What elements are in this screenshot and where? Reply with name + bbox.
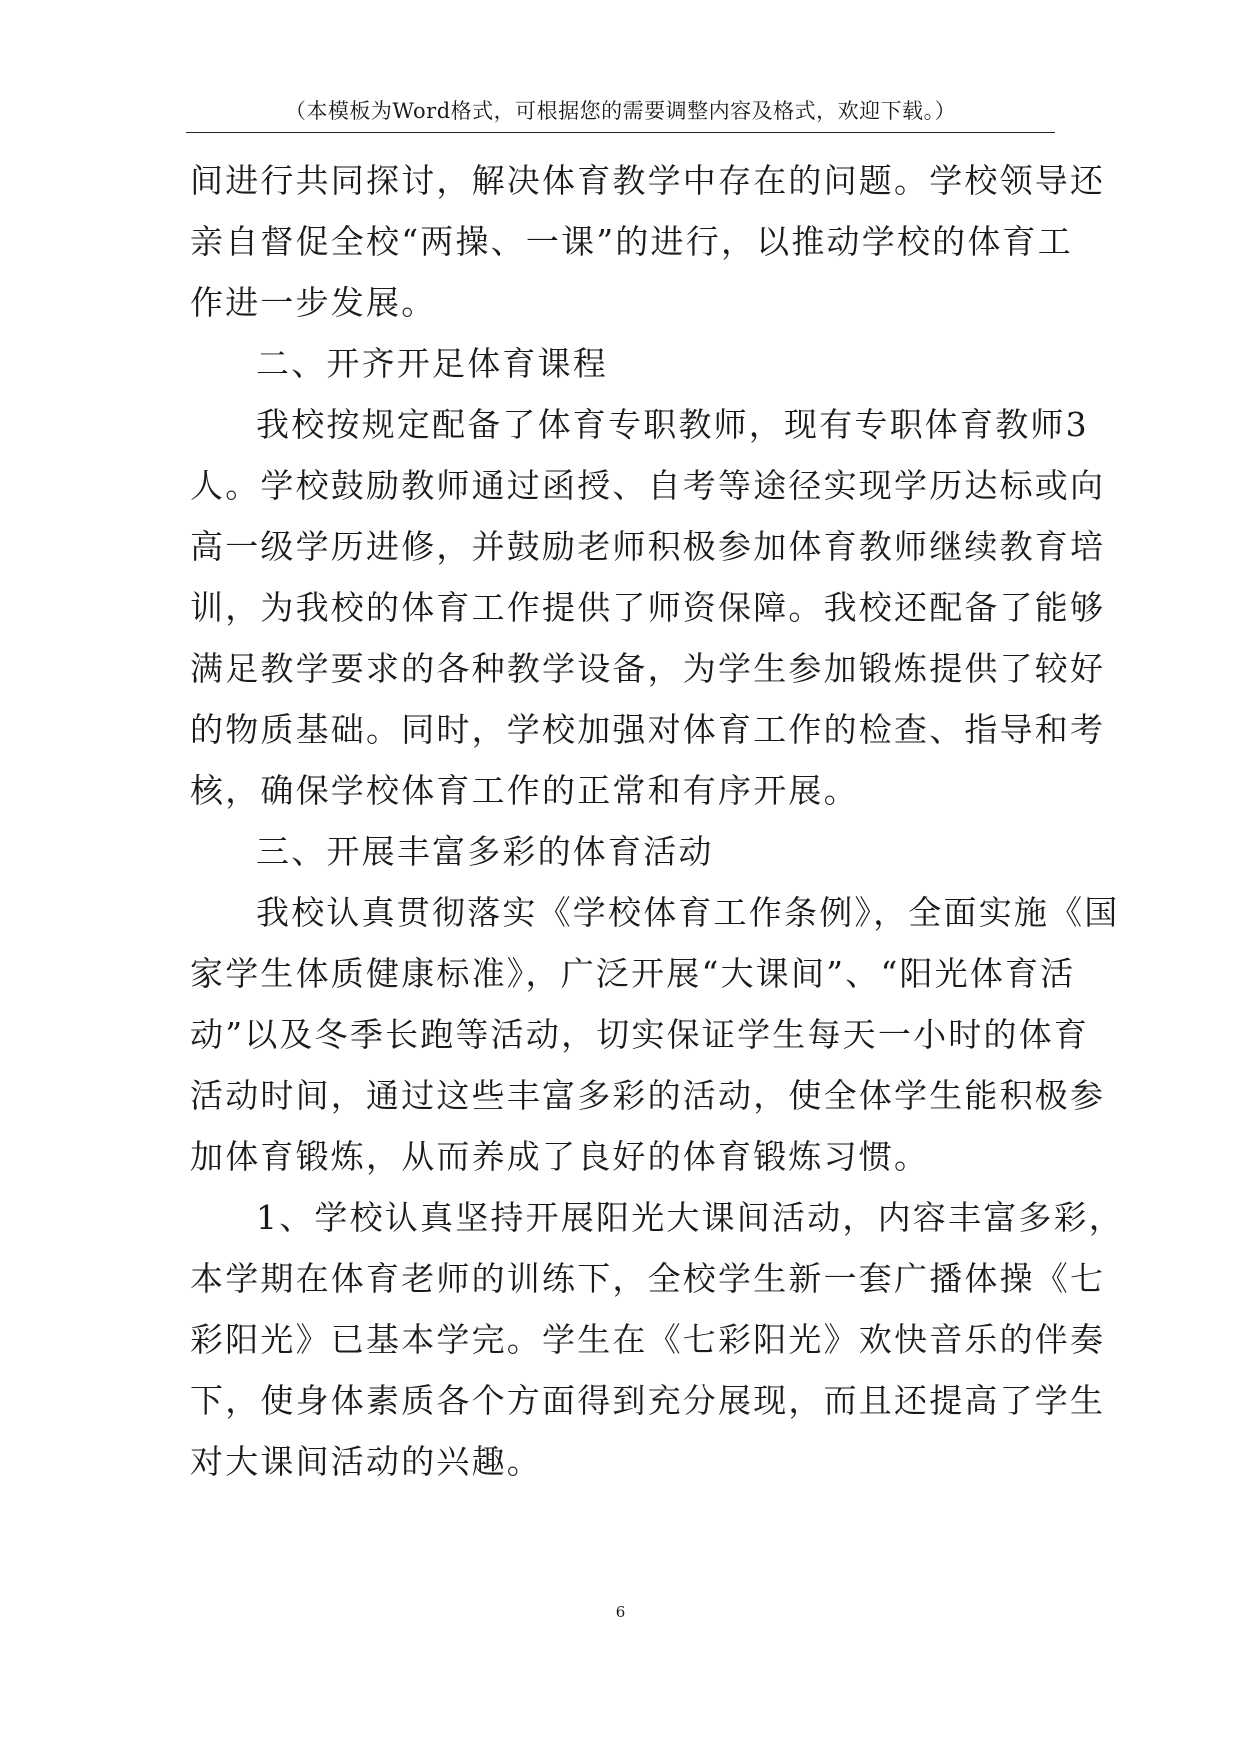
text-line: 我校认真贯彻落实《学校体育工作条例》，全面实施《国 [256, 893, 1120, 932]
text-line: 满足教学要求的各种教学设备，为学生参加锻炼提供了较好 [190, 649, 1106, 688]
text-line: 二、开齐开足体育课程 [256, 344, 608, 383]
text-line: 加体育锻炼，从而养成了良好的体育锻炼习惯。 [190, 1137, 930, 1176]
text-line: 间进行共同探讨，解决体育教学中存在的问题。学校领导还 [190, 161, 1106, 200]
text-line: 对大课间活动的兴趣。 [190, 1442, 542, 1481]
header-divider [186, 132, 1055, 133]
text-line: 动”以及冬季长跑等活动，切实保证学生每天一小时的体育 [190, 1015, 1090, 1054]
text-line: 作进一步发展。 [190, 283, 437, 322]
text-line: 核，确保学校体育工作的正常和有序开展。 [190, 771, 859, 810]
text-line: 本学期在体育老师的训练下，全校学生新一套广播体操《七 [190, 1259, 1106, 1298]
text-line: 我校按规定配备了体育专职教师，现有专职体育教师3 [256, 405, 1089, 444]
text-line: 下，使身体素质各个方面得到充分展现，而且还提高了学生 [190, 1381, 1106, 1420]
text-line: 家学生体质健康标准》，广泛开展“大课间”、“阳光体育活 [190, 954, 1076, 993]
text-line: 高一级学历进修，并鼓励老师积极参加体育教师继续教育培 [190, 527, 1106, 566]
text-line: 人。学校鼓励教师通过函授、自考等途径实现学历达标或向 [190, 466, 1106, 505]
template-notice: （本模板为Word格式，可根据您的需要调整内容及格式，欢迎下载。） [284, 99, 957, 123]
text-line: 活动时间，通过这些丰富多彩的活动，使全体学生能积极参 [190, 1076, 1106, 1115]
text-line: 1、学校认真坚持开展阳光大课间活动，内容丰富多彩， [256, 1198, 1124, 1237]
text-line: 三、开展丰富多彩的体育活动 [256, 832, 714, 871]
text-line: 的物质基础。同时，学校加强对体育工作的检查、指导和考 [190, 710, 1106, 749]
text-line: 训，为我校的体育工作提供了师资保障。我校还配备了能够 [190, 588, 1106, 627]
text-line: 亲自督促全校“两操、一课”的进行，以推动学校的体育工 [190, 222, 1073, 261]
body-text [190, 150, 1124, 1492]
page-number: 6 [615, 1603, 626, 1621]
text-line: 彩阳光》已基本学完。学生在《七彩阳光》欢快音乐的伴奏 [190, 1320, 1106, 1359]
